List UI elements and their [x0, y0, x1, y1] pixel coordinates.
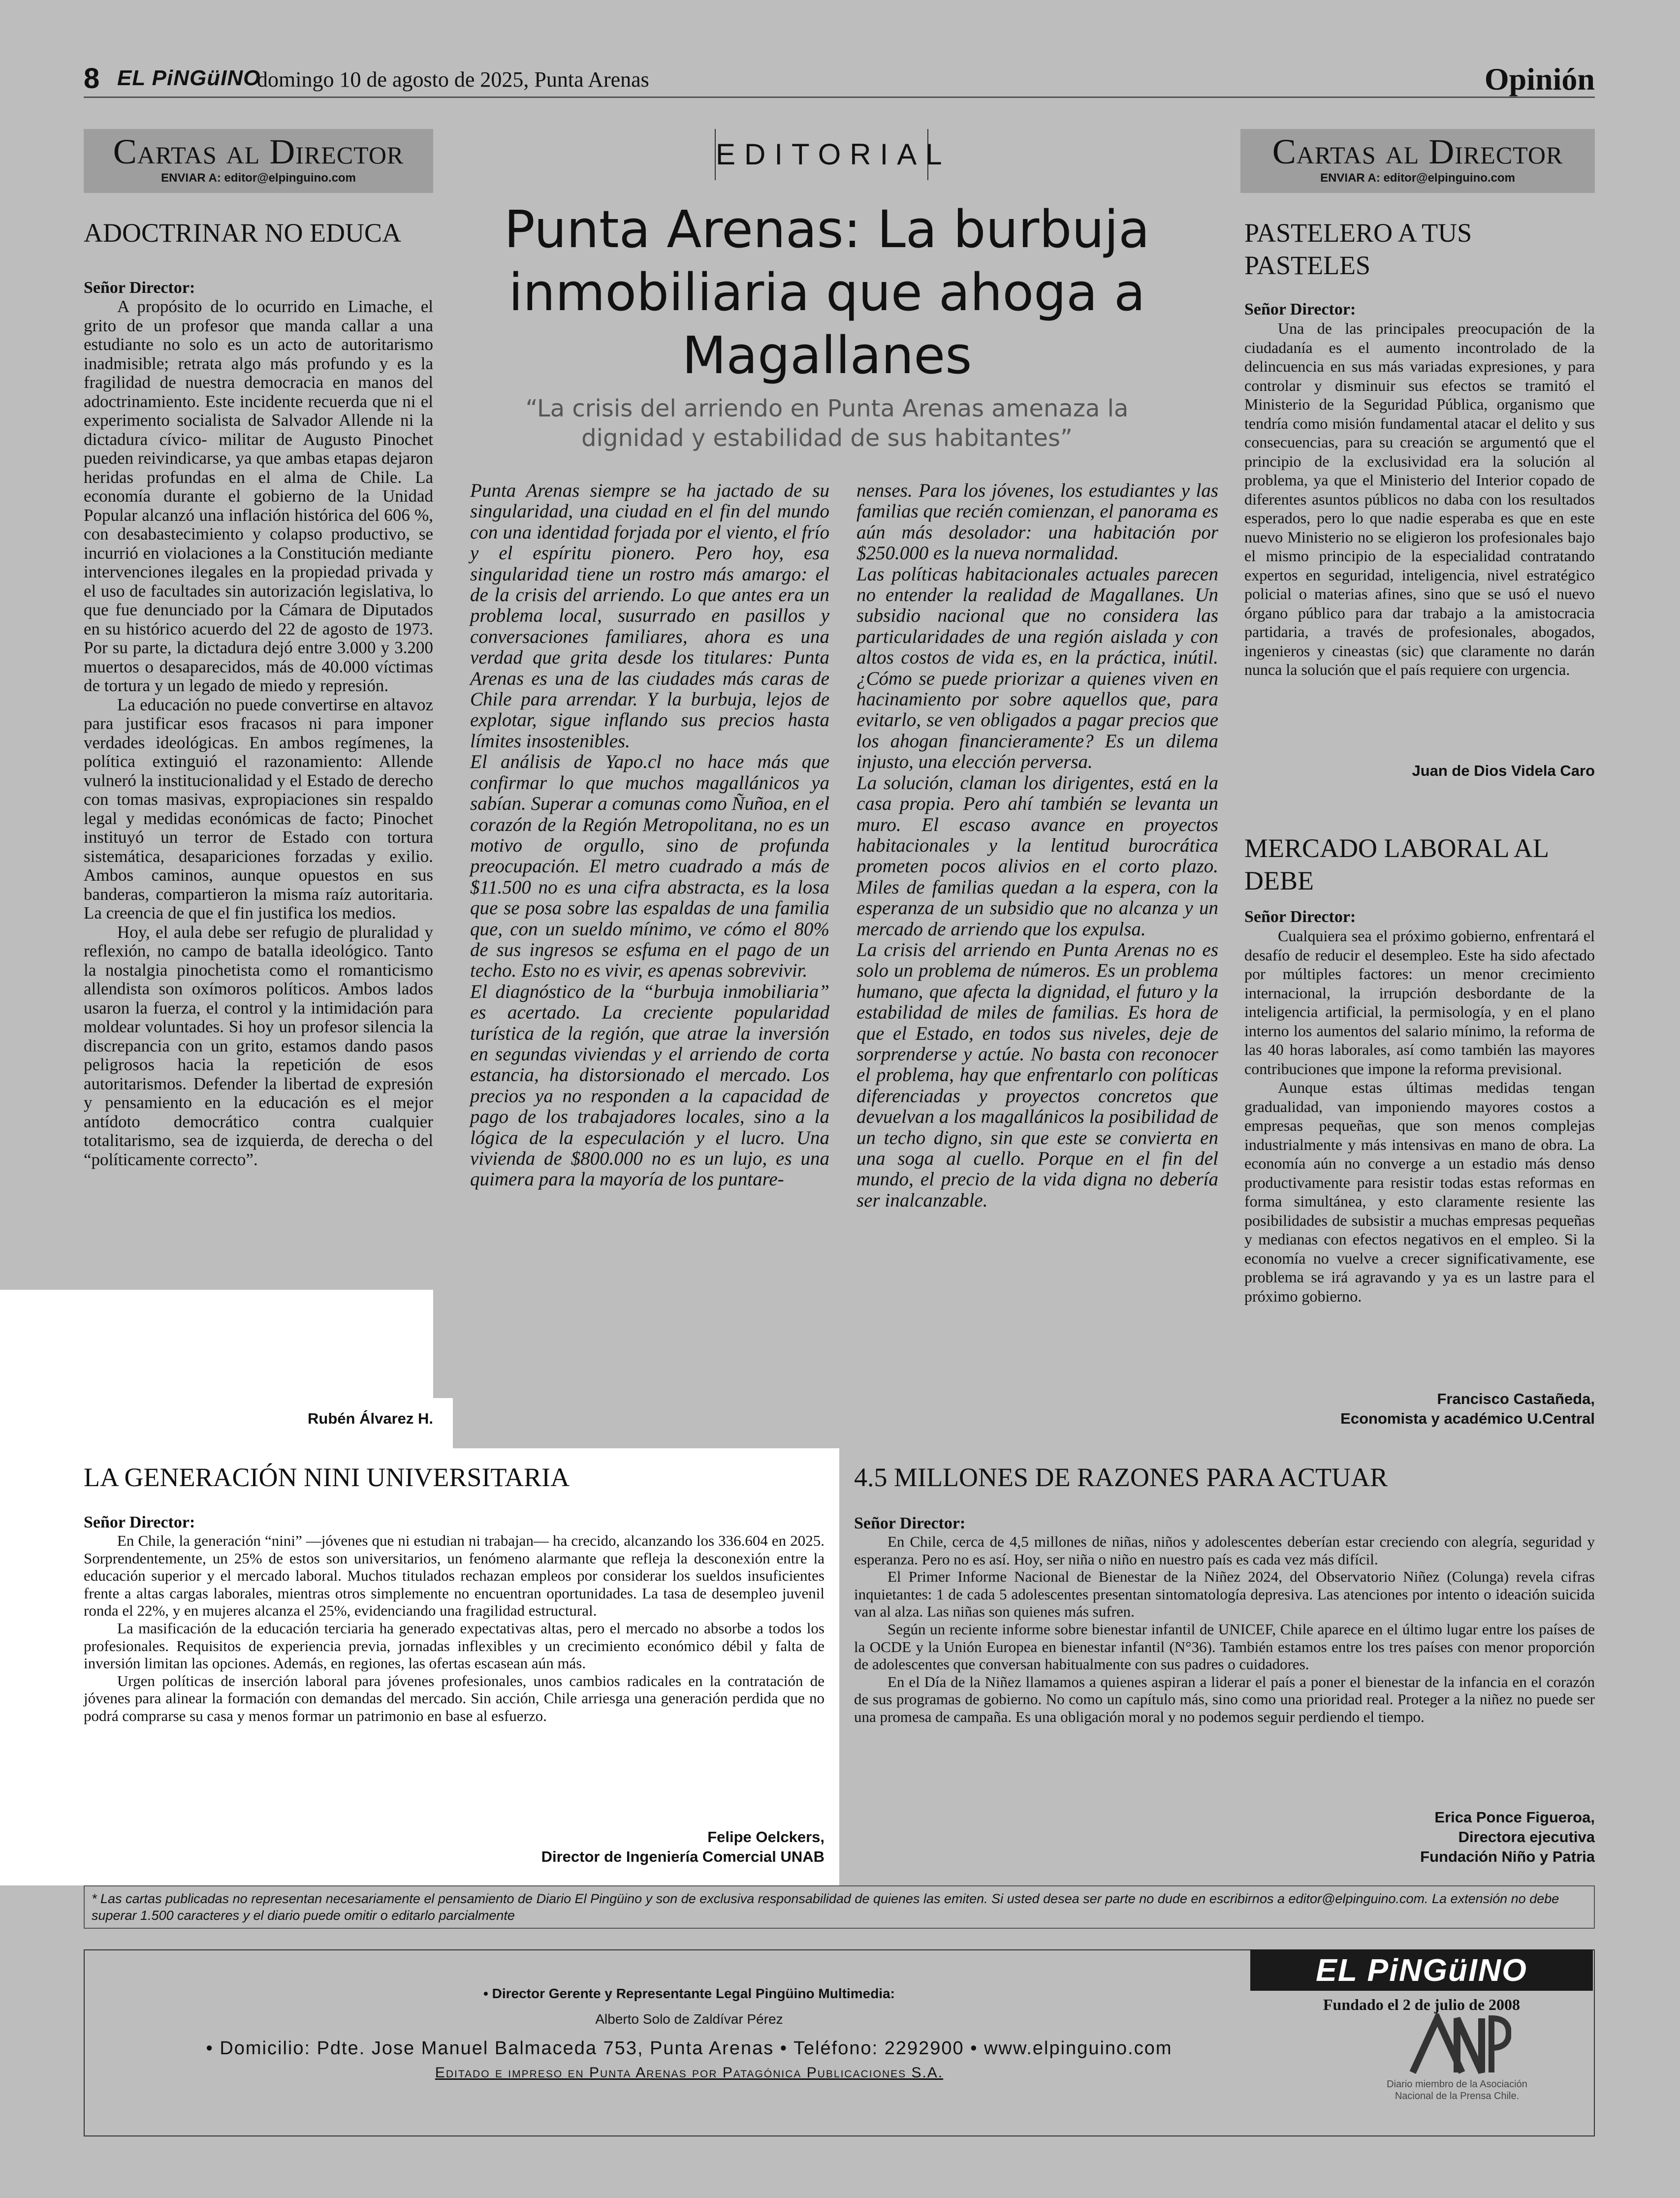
letter-title: MERCADO LABORAL AL DEBE	[1244, 833, 1549, 895]
white-panel-left	[0, 1290, 433, 1398]
page-header	[84, 59, 1595, 98]
letter-signature: Rubén Álvarez H.	[308, 1410, 433, 1427]
letter-title: ADOCTRINAR NO EDUCA	[84, 218, 401, 248]
paragraph: Urgen políticas de inserción laboral para jóvenes profesionales, unos cambios radicales en la contratación de jóvenes para alinear la formación con demandas del mercado. Sin acción, Chile arriesga una generación perdida que no podrá comprarse su casa y menos formar un patrimonio en base al esfuerzo.	[84, 1672, 824, 1724]
footer-logo: EL PiNGüINO	[1250, 1949, 1593, 1991]
header-date: domingo 10 de agosto de 2025, Punta Arenas	[257, 67, 649, 92]
cartas-title: Cartas al Director	[1272, 132, 1563, 171]
cartas-title: Cartas al Director	[113, 132, 404, 171]
footer-printed: Editado e impreso en Punta Arenas por Patagónica Publicaciones S.A.	[435, 2065, 944, 2081]
signature-line: Economista y académico U.Central	[1340, 1410, 1595, 1427]
letter-salutation: Señor Director:	[84, 1513, 195, 1531]
editorial-column-2	[856, 480, 1218, 1211]
cartas-email: ENVIAR A: editor@elpinguino.com	[161, 171, 356, 185]
letter-text	[1244, 926, 1595, 1306]
letter-text	[84, 297, 433, 1169]
letter-signature	[1244, 1389, 1595, 1429]
letter-salutation: Señor Director:	[854, 1514, 966, 1532]
paragraph: Cualquiera sea el próximo gobierno, enfrentará el desafío de reducir el desempleo. Este ha sido afectado por múltiples factores: un menor crecimiento internacional, la irrupción desbordante de la inteligencia artificial, la permisología, y en el plano interno los aumentos del salario mínimo, la reforma de las 40 horas laborales, así como también las mayores contribuciones que impone la reforma previsional.	[1244, 927, 1595, 1078]
letter-body	[1244, 300, 1595, 679]
letter-text	[854, 1533, 1595, 1726]
page-number: 8	[84, 63, 100, 95]
editorial-column-1	[470, 480, 829, 1190]
anp-logo	[1408, 2013, 1511, 2077]
paragraph: Una de las principales preocupación de la ciudadanía es el aumento incontrolado de la delincuencia en sus más variadas expresiones, y para controlar y disminuir sus efectos se tramitó el Ministerio de la Seguridad Pública, organismo que tendría como misión fundamental atacar el delito y sus consecuencias, para su creación se argumentó que el principio de la exclusividad era la solución al problema, ya que el Ministerio del Interior copado de diferentes asuntos públicos no daba con los resultados esperados, pero lo que nadie esperaba es que en este nuevo Ministerio no se eligieron los profesionales bajo el mismo principio de la especialidad contratando expertos en seguridad, inteligencia, nivel estratégico policial o materias afines, sino que se usó el nuevo órgano público para dar trabajo a la amistocracia partidaria, a través de profesionales, abogados, ingenieros y cineastas (sic) que claramente no darán nunca la solución que el país requiere con urgencia.	[1244, 319, 1595, 678]
signature-line: Director de Ingeniería Comercial UNAB	[541, 1848, 824, 1865]
letter-signature	[854, 1808, 1595, 1867]
letter-salutation: Señor Director:	[84, 279, 195, 297]
letter-title: PASTELERO A TUS PASTELES	[1244, 218, 1472, 280]
signature-line: Francisco Castañeda,	[1437, 1390, 1595, 1407]
footer-founded: Fundado el 2 de julio de 2008	[1323, 1996, 1521, 2013]
paragraph: La masificación de la educación terciaria ha generado expectativas altas, pero el mercado no absorbe a todos los profesionales. Requisitos de experiencia previa, jornadas inflexibles y un crecimiento económico débil y falta de inversión limitan las opciones. Además, en regiones, las ofertas escasean aún más.	[84, 1619, 824, 1672]
signature-line: Directora ejecutiva	[1458, 1828, 1595, 1846]
paragraph: Aunque estas últimas medidas tengan gradualidad, van imponiendo mayores costos a empresas pequeñas, que son menos complejas industrialmente y más intensivas en mano de obra. La economía aún no converge a un estadio más denso productivamente para resistir todas estas reformas en forma simultánea, y esto claramente resiente las posibilidades de subsistir a muchas empresas pequeñas y medianas con efectos negativos en el empleo. Si la economía no vuelve a crecer significativamente, ese problema se irá agravando y ya es un lastre para el próximo gobierno.	[1244, 1079, 1595, 1305]
paragraph: El Primer Informe Nacional de Bienestar de la Niñez 2024, del Observatorio Niñez (Colunga) revela cifras inquietantes: 1 de cada 5 adolescentes presentan sintomatología depresiva. Las atenciones por intento o ideación suicida van al alza. Las niñas son quienes más sufren.	[854, 1568, 1595, 1621]
paragraph: En Chile, cerca de 4,5 millones de niñas, niños y adolescentes deberían estar creciendo con alegría, seguridad y esperanza. Pero no es así. Hoy, ser niña o niño en nuestro país es cada vez más difícil.	[854, 1533, 1595, 1568]
paragraph: La solución, claman los dirigentes, está en la casa propia. Pero ahí también se levanta un muro. El escaso avance en proyectos habitacionales y la lentitud burocrática prometen pocos alivios en el corto plazo. Miles de familias quedan a la espera, con la esperanza de un subsidio que no alcanza y un mercado de arriendo que los expulsa.	[856, 772, 1218, 940]
paragraph: En el Día de la Niñez llamamos a quienes aspiran a liderar el país a poner el bienestar de la infancia en el corazón de sus programas de gobierno. No como un capítulo más, sino como una prioridad real. Proteger a la niñez no puede ser una promesa de campaña. Es una obligación moral y no podemos seguir perdiendo el tiempo.	[854, 1673, 1595, 1725]
paragraph: A propósito de lo ocurrido en Limache, el grito de un profesor que manda callar a una estudiante no solo es un acto de autoritarismo inadmisible; retrata algo más profundo y es la fragilidad de nuestra democracia en manos del adoctrinamiento. Este incidente recuerda que ni el experimento socialista de Salvador Allende ni la dictadura cívico- militar de Augusto Pinochet pueden reivindicarse, ya que ambas etapas dejaron heridas profundas en el alma de Chile. La economía durante el gobierno de la Unidad Popular alcanzó una inflación histórica del 606 %, con desabastecimiento y colapso productivo, se incurrió en violaciones a la Constitución mediante intervenciones ilegales en la propiedad privada y el uso de facultades sin autorización legislativa, lo que fue denunciado por la Cámara de Diputados en su histórico acuerdo del 22 de agosto de 1973. Por su parte, la dictadura dejó entre 3.000 y 3.200 muertos o desaparecidos, más de 40.000 víctimas de tortura y un legado de miedo y represión.	[84, 297, 433, 695]
letter-text	[84, 1532, 824, 1725]
header-rule	[84, 96, 1595, 98]
paragraph: El análisis de Yapo.cl no hace más que confirmar lo que muchos magallánicos ya sabían. Superar a comunas como Ñuñoa, en el corazón de la Región Metropolitana, no es un motivo de orgullo, sino de profunda preocupación. El metro cuadrado a más de $11.500 no es una cifra abstracta, es la losa que se posa sobre las espaldas de una familia que, con un sueldo mínimo, ve cómo el 80% de sus ingresos se esfuma en el pago de un techo. Esto no es vivir, es apenas sobrevivir.	[470, 751, 829, 982]
anp-caption: Diario miembro de la Asociación Nacional de la Prensa Chile.	[1387, 2079, 1527, 2102]
section-title: Opinión	[1484, 62, 1595, 96]
paragraph: Hoy, el aula debe ser refugio de pluralidad y reflexión, no campo de batalla ideológico. Tanto la nostalgia pinochetista como el romanticismo allendista son oxímoros políticos. Ambos lados usaron la fuerza, el control y la intimidación para moldear voluntades. Si hoy un profesor silencia la discrepancia con un grito, estamos dando pasos peligrosos hacia la repetición de esos autoritarismos. Defender la libertad de expresión y pensamiento en la educación es el mejor antídoto democrático contra cualquier totalitarismo, sea de izquierda, de derecha o del “políticamente correcto”.	[84, 922, 433, 1169]
paragraph: La crisis del arriendo en Punta Arenas no es solo un problema de números. Es un problema humano, que afecta la dignidad, el futuro y la estabilidad de miles de familias. Es hora de que el Estado, en todos sus niveles, deje de sorprenderse y actúe. No basta con reconocer el problema, hay que enfrentarlo con políticas diferenciadas y proyectos concretos que devuelvan a los magallánicos la posibilidad de un techo digno, sin que este se convierta en una soga al cuello. Porque en el fin del mundo, el precio de la vida digna no debería ser inalcanzable.	[856, 939, 1218, 1211]
paragraph: nenses. Para los jóvenes, los estudiantes y las familias que recién comienzan, el panorama es aún más desolador: una habitación por $250.000 es la nueva normalidad.	[856, 480, 1218, 564]
editorial-label: EDITORIAL	[715, 129, 928, 180]
signature-line: Fundación Niño y Patria	[1420, 1848, 1595, 1865]
letter-title: LA GENERACIÓN NINI UNIVERSITARIA	[84, 1463, 570, 1492]
letter-body	[84, 279, 433, 1169]
letter-body	[84, 1513, 824, 1725]
letter-salutation: Señor Director:	[1244, 908, 1356, 926]
letter-salutation: Señor Director:	[1244, 300, 1356, 319]
paragraph: El diagnóstico de la “burbuja inmobiliaria” es acertado. La creciente popularidad turística de la región, que atrae la inversión en segundas viviendas y el arriendo de corta estancia, ha distorsionado el mercado. Los precios ya no responden a la capacidad de pago de los trabajadores locales, sino a la lógica de la especulación y el lucro. Una vivienda de $800.000 no es un lujo, es una quimera para la mayoría de los puntare-	[470, 981, 829, 1190]
letter-signature: Juan de Dios Videla Caro	[1412, 762, 1595, 779]
editorial-title: Punta Arenas: La burbuja inmobiliaria que ahoga a Magallanes	[504, 199, 1150, 385]
cartas-header-left	[84, 129, 433, 193]
cartas-email: ENVIAR A: editor@elpinguino.com	[1320, 171, 1515, 185]
editorial-subtitle: “La crisis del arriendo en Punta Arenas amenaza la dignidad y estabilidad de sus habitantes”	[525, 395, 1129, 452]
footer-director-name: Alberto Solo de Zaldívar Pérez	[595, 2011, 783, 2027]
disclaimer: * Las cartas publicadas no representan necesariamente el pensamiento de Diario El Pingüino y son de exclusiva responsabilidad de quienes las emiten. Si usted desea ser parte no dude en escribirnos a editor@elpinguino.com. La extensión no debe superar 1.500 caracteres y el diario puede omitir o editarlo parcialmente	[84, 1885, 1595, 1929]
letter-body	[1244, 908, 1595, 1306]
letter-body	[854, 1514, 1595, 1726]
footer-director-label: • Director Gerente y Representante Legal Pingüino Multimedia:	[483, 1986, 895, 2001]
signature-line: Felipe Oelckers,	[707, 1828, 824, 1846]
header-logo: EL PiNGüINO	[117, 66, 261, 90]
letter-signature	[84, 1827, 824, 1867]
footer-address: • Domicilio: Pdte. Jose Manuel Balmaceda 753, Punta Arenas • Teléfono: 2292900 • www.elpinguino.com	[206, 2038, 1173, 2059]
cartas-header-right	[1240, 129, 1595, 193]
paragraph: Según un reciente informe sobre bienestar infantil de UNICEF, Chile aparece en el último lugar entre los países de la OCDE y la Unión Europea en bienestar infantil (N°36). También estamos entre los tres países con menor proporción de adolescentes que conversan habitualmente con sus padres o cuidadores.	[854, 1620, 1595, 1673]
paragraph: Punta Arenas siempre se ha jactado de su singularidad, una ciudad en el fin del mundo con una identidad forjada por el viento, el frío y el espíritu pionero. Pero hoy, esa singularidad tiene un rostro más amargo: el de la crisis del arriendo. Lo que antes era un problema local, susurrado en pasillos y conversaciones familiares, ahora es una verdad que grita desde los titulares: Punta Arenas es una de las ciudades más caras de Chile para arrendar. Y la burbuja, lejos de explotar, sigue inflando sus precios hasta límites insostenibles.	[470, 480, 829, 752]
signature-line: Erica Ponce Figueroa,	[1434, 1809, 1595, 1826]
paragraph: La educación no puede convertirse en altavoz para justificar esos fracasos ni para imponer verdades ideológicas. En ambos regímenes, la política extinguió el razonamiento: Allende vulneró la institucionalidad y el Estado de derecho con tomas masivas, expropiaciones sin respaldo legal y medidas económicas de facto; Pinochet instituyó un terror de Estado con tortura sistemática, desapariciones forzadas y exilio. Ambos caminos, aunque opuestos en sus banderas, compartieron la misma raíz autoritaria. La creencia de que el fin justifica los medios.	[84, 695, 433, 923]
paragraph: Las políticas habitacionales actuales parecen no entender la realidad de Magallanes. Un subsidio nacional que no considera las particularidades de una región aislada y con altos costos de vida es, en la práctica, inútil. ¿Cómo se puede priorizar a quienes viven en hacinamiento por sobre aquellos que, para evitarlo, se ven obligados a pagar precios que los ahogan financieramente? Es un dilema injusto, una elección perversa.	[856, 563, 1218, 773]
letter-text	[1244, 319, 1595, 679]
paragraph: En Chile, la generación “nini” —jóvenes que ni estudian ni trabajan— ha crecido, alcanzando los 336.604 en 2025. Sorprendentemente, un 25% de estos son universitarios, un fenómeno alarmante que refleja la desconexión entre la educación superior y el mercado laboral. Muchos titulados rechazan empleos por considerar los sueldos insuficientes frente a altas cargas laborales, mientras otros simplemente no encuentran oportunidades. La tasa de desempleo juvenil ronda el 22%, y en mujeres alcanza el 25%, evidenciando una fragilidad estructural.	[84, 1532, 824, 1620]
letter-title: 4.5 MILLONES DE RAZONES PARA ACTUAR	[854, 1463, 1388, 1492]
